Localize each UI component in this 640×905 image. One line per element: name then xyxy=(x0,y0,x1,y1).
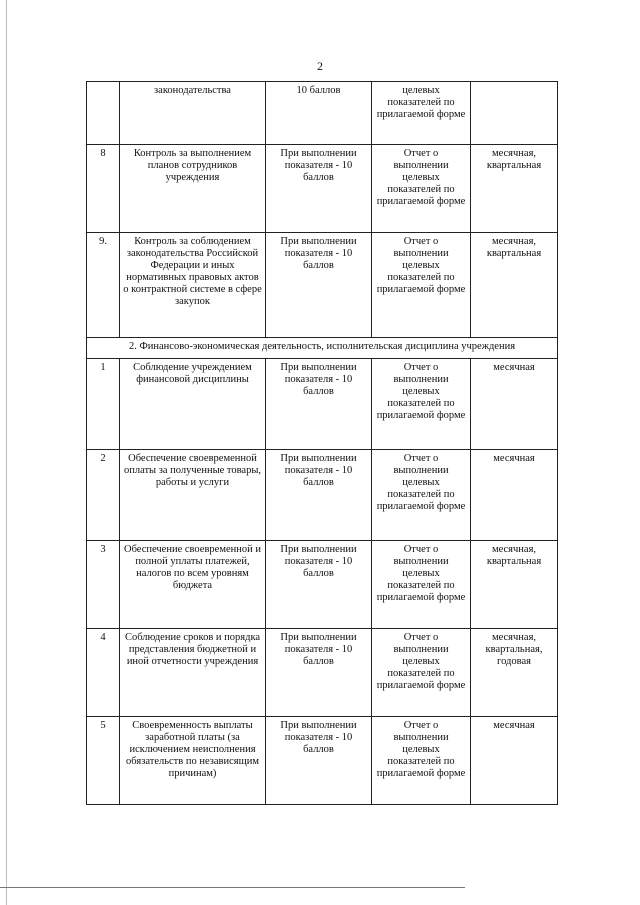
page-left-edge xyxy=(6,0,7,905)
row-number: 1 xyxy=(87,359,120,450)
row-number: 5 xyxy=(87,717,120,805)
indicator-score: При выполнении показателя - 10 баллов xyxy=(266,145,372,233)
row-number xyxy=(87,82,120,145)
row-number: 3 xyxy=(87,541,120,629)
indicator-score: При выполнении показателя - 10 баллов xyxy=(266,450,372,541)
table-row xyxy=(87,629,558,717)
table-row xyxy=(87,359,558,450)
indicator-name: Обеспечение своевременной и полной уплаты платежей, налогов по всем уровням бюджета xyxy=(120,541,266,629)
section-title: 2. Финансово-экономическая деятельность, исполнительская дисциплина учреждения xyxy=(87,338,558,359)
indicator-score: При выполнении показателя - 10 баллов xyxy=(266,233,372,338)
table-row xyxy=(87,233,558,338)
section-header-row xyxy=(87,338,558,359)
indicator-period: месячная xyxy=(471,717,558,805)
table-row xyxy=(87,717,558,805)
indicator-period: месячная, квартальная xyxy=(471,541,558,629)
indicator-period xyxy=(471,82,558,145)
indicator-name: Соблюдение учреждением финансовой дисциплины xyxy=(120,359,266,450)
indicator-name: Соблюдение сроков и порядка представления бюджетной и иной отчетности учреждения xyxy=(120,629,266,717)
bottom-divider xyxy=(0,887,465,888)
row-number: 2 xyxy=(87,450,120,541)
table-row xyxy=(87,145,558,233)
page-number: 2 xyxy=(317,59,323,73)
indicator-report: Отчет о выполнении целевых показателей по прилагаемой форме xyxy=(372,541,471,629)
indicator-period: месячная, квартальная xyxy=(471,233,558,338)
indicator-report: Отчет о выполнении целевых показателей по прилагаемой форме xyxy=(372,145,471,233)
indicator-score: При выполнении показателя - 10 баллов xyxy=(266,629,372,717)
row-number: 4 xyxy=(87,629,120,717)
indicators-table xyxy=(86,81,558,805)
indicator-name: Своевременность выплаты заработной платы (за исключением неисполнения обязательств по независящим причинам) xyxy=(120,717,266,805)
indicator-score: 10 баллов xyxy=(266,82,372,145)
row-number: 8 xyxy=(87,145,120,233)
indicator-period: месячная xyxy=(471,359,558,450)
indicator-report: Отчет о выполнении целевых показателей по прилагаемой форме xyxy=(372,450,471,541)
indicator-name: Обеспечение своевременной оплаты за полученные товары, работы и услуги xyxy=(120,450,266,541)
indicator-name: Контроль за выполнением планов сотрудников учреждения xyxy=(120,145,266,233)
indicator-report: целевых показателей по прилагаемой форме xyxy=(372,82,471,145)
indicator-report: Отчет о выполнении целевых показателей по прилагаемой форме xyxy=(372,233,471,338)
indicator-period: месячная, квартальная, годовая xyxy=(471,629,558,717)
indicator-score: При выполнении показателя - 10 баллов xyxy=(266,359,372,450)
indicator-score: При выполнении показателя - 10 баллов xyxy=(266,717,372,805)
row-number: 9. xyxy=(87,233,120,338)
indicator-report: Отчет о выполнении целевых показателей по прилагаемой форме xyxy=(372,359,471,450)
indicator-report: Отчет о выполнении целевых показателей по прилагаемой форме xyxy=(372,717,471,805)
indicator-score: При выполнении показателя - 10 баллов xyxy=(266,541,372,629)
table-row xyxy=(87,82,558,145)
table-row xyxy=(87,450,558,541)
indicator-period: месячная, квартальная xyxy=(471,145,558,233)
indicator-report: Отчет о выполнении целевых показателей по прилагаемой форме xyxy=(372,629,471,717)
indicator-name: Контроль за соблюдением законодательства Российской Федерации и иных нормативных правовых актов о контрактной системе в сфере закупок xyxy=(120,233,266,338)
indicator-period: месячная xyxy=(471,450,558,541)
indicator-name: законодательства xyxy=(120,82,266,145)
table-row xyxy=(87,541,558,629)
